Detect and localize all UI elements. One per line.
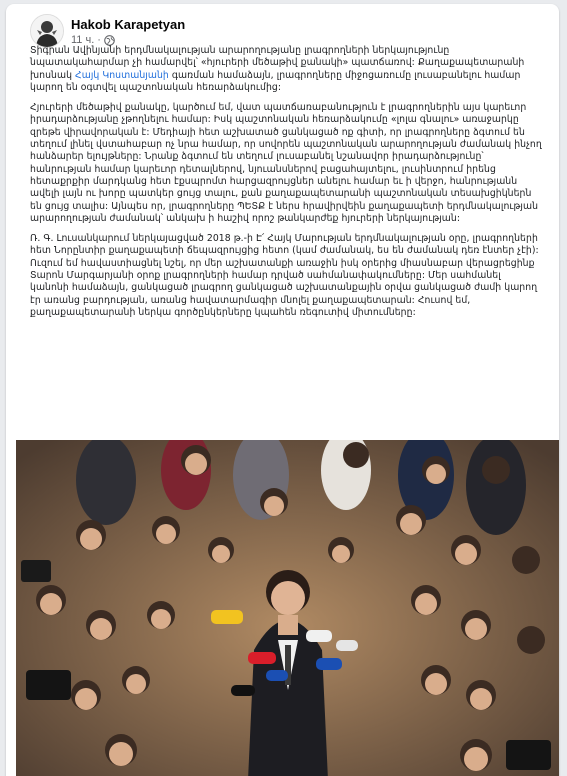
post-body [30, 45, 542, 327]
post-paragraph-3: Ռ. Գ. Լուսանկարում ներկայացված 2018 թ.-ի Է՛ Հայկ Մարության երդմնակալության օրը, լրագրողների հետ Նորընտիր քաղաքապետի ճեպազրույցից հետո (կամ ժամանակ, ես են ժամանակ դեռ էնտեր չէի): Ուզում եմ հավաստիացնել նշել, որ մեր աշխատանքի առաջին իսկ օրերից միասնաբար վերացրեցինք Տարոն Մարգարյանի օրոք լրագրողների համար դրված սահմանափակումները: Մեր սահմանել կանոնի համաձայն, ցանկացած լրագրող ցանկացած աշխատանքային օրվա ցանկացած ժամի կարող էր առանց բարդության, առանց հավատարմագիր մնոլել քաղաքապետարան: Հուսով եմ, քաղաքապետարանի ներկա գործընկերները կպահեն ռեգուտիվ միտումները: [30, 233, 539, 318]
post-paragraph-2: Հյուրերի մեծաթիվ քանակը, կարծում եմ, վատ պատճառաբանություն է լրագրողներին այս կարեւոր իրադարձությանը չթողնելու համար: Իսկ պաշտոնական հեռարձակումը «լոլա գնալու» առաջարկը զրեթե վիրավորական է: Մեդիայի հետ աշխատած ցանկացած ոք գիտի, որ լրագրողները ձգտում են տեղում լինել վստահաբար ոչ նրա համար, որ սովորեն պաշտոնական արարողության ժամանակ ինչող հանձարեր ելույթները: Նրանք ձգտում են տեղում լուսաբանել նշանավոր իրադարձությունը՝ հանրության համար կարեւոր դետալներով, նյուանսներով բացահայտելու, լուսինտրում իրենց հետաքրքիր մարդկանց հետ էքսպրոմտ հարցազրույցներ անելու համար եւ ի վերջո, հանրությանն ավելի լայն ու խորը պատկեր ցույց տալու, քան քաղաքապետարանի պաշտոնական տեսախցիկներն են ցույց տալիս: Այնպես որ, լրագրողները ՊԵՏՔ է ներս հրավիրվեին քաղաքապետի երդմնակալության արարողության ժամանակ՝ անկախ ի հաշիվ որոշ թանկարժեք հյուրերի ներկայության: [30, 102, 542, 224]
meta-separator: · [97, 34, 101, 46]
avatar[interactable] [30, 14, 64, 48]
post-paragraph-1 [30, 45, 542, 94]
post-time[interactable]: 11 ч. [71, 34, 95, 46]
post-card [6, 4, 559, 776]
paragraph-1-text-b: գառման համաձայն, լրագրողները միջոցառումը լուսաբանելու համար կարող են օգտվել պաշտոնական հեռարձակումից: [30, 69, 521, 93]
mention-link[interactable]: Հայկ Կոստանյանի [75, 69, 169, 81]
post-photo[interactable] [16, 440, 559, 776]
post-header [30, 14, 559, 48]
globe-icon [104, 35, 115, 46]
author-name[interactable]: Hakob Karapetyan [71, 17, 186, 32]
press-scrum-image [16, 440, 559, 776]
paragraph-1-text-a: Տիգրան Ավինյանի երդմնակալության արարողությանը լրագրողների ներկայությունը նպատակահարմար չի համարվել՝ «հյուրերի մեծաթիվ քանակի» պատճառով: Քաղաքապետարանի խոսնակ [30, 45, 525, 81]
avatar-image [31, 15, 63, 47]
